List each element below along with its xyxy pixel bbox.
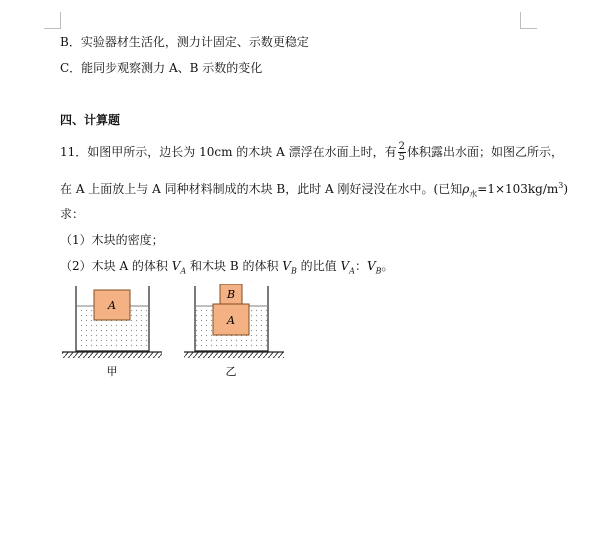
- ratio-vb-subscript: B: [375, 266, 382, 276]
- option-b: B．实验器材生活化，测力计固定、示数更稳定: [60, 35, 309, 49]
- corner-mark-top-left: [44, 12, 61, 29]
- ratio-va-symbol: V: [340, 259, 350, 273]
- problem-line-2: [60, 178, 568, 202]
- figure-left: [62, 286, 162, 378]
- caption-left: 甲: [106, 365, 118, 378]
- question-2-part-b: 和木块 B 的体积: [186, 259, 283, 273]
- figures: [60, 284, 290, 384]
- question-2-part-c: 的比值: [296, 259, 341, 273]
- block-a-left-label: A: [108, 299, 116, 312]
- question-2: [60, 258, 394, 279]
- problem-line-2-end: ): [563, 182, 569, 196]
- density-value: =1×103kg/m: [477, 182, 559, 196]
- problem-line-2-prefix: 在 A 上面放上与 A 同种材料制成的木块 B，此时 A 刚好浸没在水中。(已知: [60, 182, 463, 196]
- ratio-va-subscript: A: [349, 266, 355, 276]
- ground-hatch-right: [184, 352, 284, 358]
- vb-subscript: B: [290, 266, 297, 276]
- rho-symbol: ρ: [462, 182, 470, 196]
- unit-exponent: 3: [558, 181, 564, 190]
- rho-subscript: 水: [469, 189, 478, 199]
- fraction: [398, 142, 406, 163]
- va-symbol: V: [171, 259, 181, 273]
- vb-symbol: V: [282, 259, 291, 273]
- va-subscript: A: [180, 266, 187, 276]
- question-2-part-a: （2）木块 A 的体积: [60, 259, 172, 273]
- section-heading: 四、计算题: [60, 113, 121, 127]
- question-2-end: 。: [381, 259, 394, 273]
- problem-line-1-prefix: 11．如图甲所示，边长为 10cm 的木块 A 漂浮在水面上时，有: [60, 145, 397, 159]
- option-c: C．能同步观察测力 A、B 示数的变化: [60, 61, 263, 75]
- block-b-label: B: [226, 288, 236, 301]
- problem-line-1-suffix: 体积露出水面；如图乙所示，: [406, 145, 563, 159]
- ground-hatch-left: [62, 352, 162, 358]
- fraction-numerator: 2: [398, 141, 405, 152]
- fraction-denominator: 5: [398, 152, 405, 163]
- ratio-vb-symbol: V: [366, 259, 376, 273]
- problem-line-1: [60, 142, 563, 163]
- question-1: （1）木块的密度；: [60, 233, 164, 247]
- block-a-right-label: A: [227, 314, 235, 327]
- figure-right: [184, 284, 284, 378]
- ask-label: 求：: [60, 207, 85, 221]
- corner-mark-top-right: [520, 12, 537, 29]
- ratio-separator: ：: [354, 259, 367, 273]
- caption-right: 乙: [225, 365, 237, 378]
